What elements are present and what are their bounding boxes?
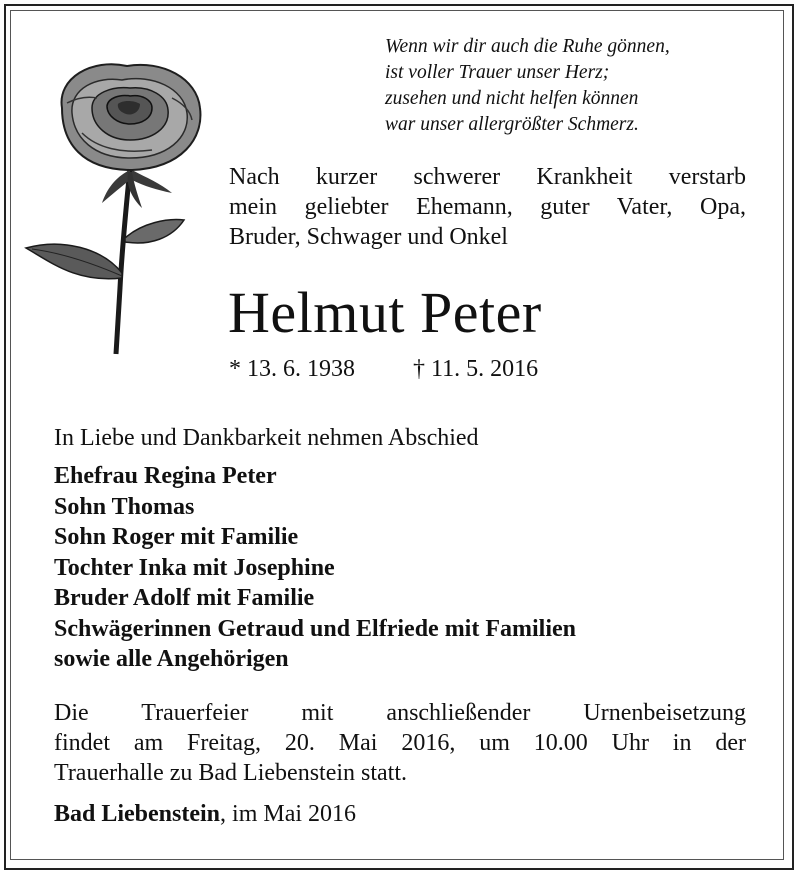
death-announcement <box>229 162 746 252</box>
rose-illustration <box>22 58 212 358</box>
poem-line: zusehen und nicht helfen können <box>385 88 639 109</box>
poem-line: ist voller Trauer unser Herz; <box>385 62 610 83</box>
life-dates <box>229 354 538 384</box>
memorial-poem <box>385 34 755 138</box>
death-date: † 11. 5. 2016 <box>413 356 539 382</box>
mourners-list <box>54 461 576 675</box>
mourner: Sohn Thomas <box>54 493 195 520</box>
deceased-name: Helmut Peter <box>228 280 542 345</box>
service-line: Die Trauerfeier mit anschließender Urnenbeisetzung <box>54 700 746 726</box>
mourner: sowie alle Angehörigen <box>54 646 289 672</box>
place-and-date <box>54 799 356 829</box>
poem-line: Wenn wir dir auch die Ruhe gönnen, <box>385 36 670 57</box>
announcement-line: Nach kurzer schwerer Krankheit verstarb <box>229 164 746 190</box>
announcement-line: mein geliebter Ehemann, guter Vater, Opa, <box>229 194 746 220</box>
rose-leaf-right <box>125 220 184 243</box>
poem-line: war unser allergrößter Schmerz. <box>385 114 639 135</box>
rose-stem <box>116 168 130 354</box>
mourner: Ehefrau Regina Peter <box>54 463 277 489</box>
service-details <box>54 698 746 788</box>
mourner: Tochter Inka mit Josephine <box>54 554 335 581</box>
rose-leaf-left <box>26 244 122 279</box>
mourner: Sohn Roger mit Familie <box>54 524 299 550</box>
announcement-line: Bruder, Schwager und Onkel <box>229 224 508 250</box>
birth-date: * 13. 6. 1938 <box>229 356 355 382</box>
mourner: Bruder Adolf mit Familie <box>54 585 315 611</box>
service-line: Trauerhalle zu Bad Liebenstein statt. <box>54 760 408 786</box>
closing-date: , im Mai 2016 <box>220 801 357 827</box>
farewell-line: In Liebe und Dankbarkeit nehmen Abschied <box>54 425 479 451</box>
mourner: Schwägerinnen Getraud und Elfriede mit Familien <box>54 615 576 642</box>
place-name: Bad Liebenstein <box>54 801 221 827</box>
service-line: findet am Freitag, 20. Mai 2016, um 10.00 Uhr in der <box>54 730 746 756</box>
